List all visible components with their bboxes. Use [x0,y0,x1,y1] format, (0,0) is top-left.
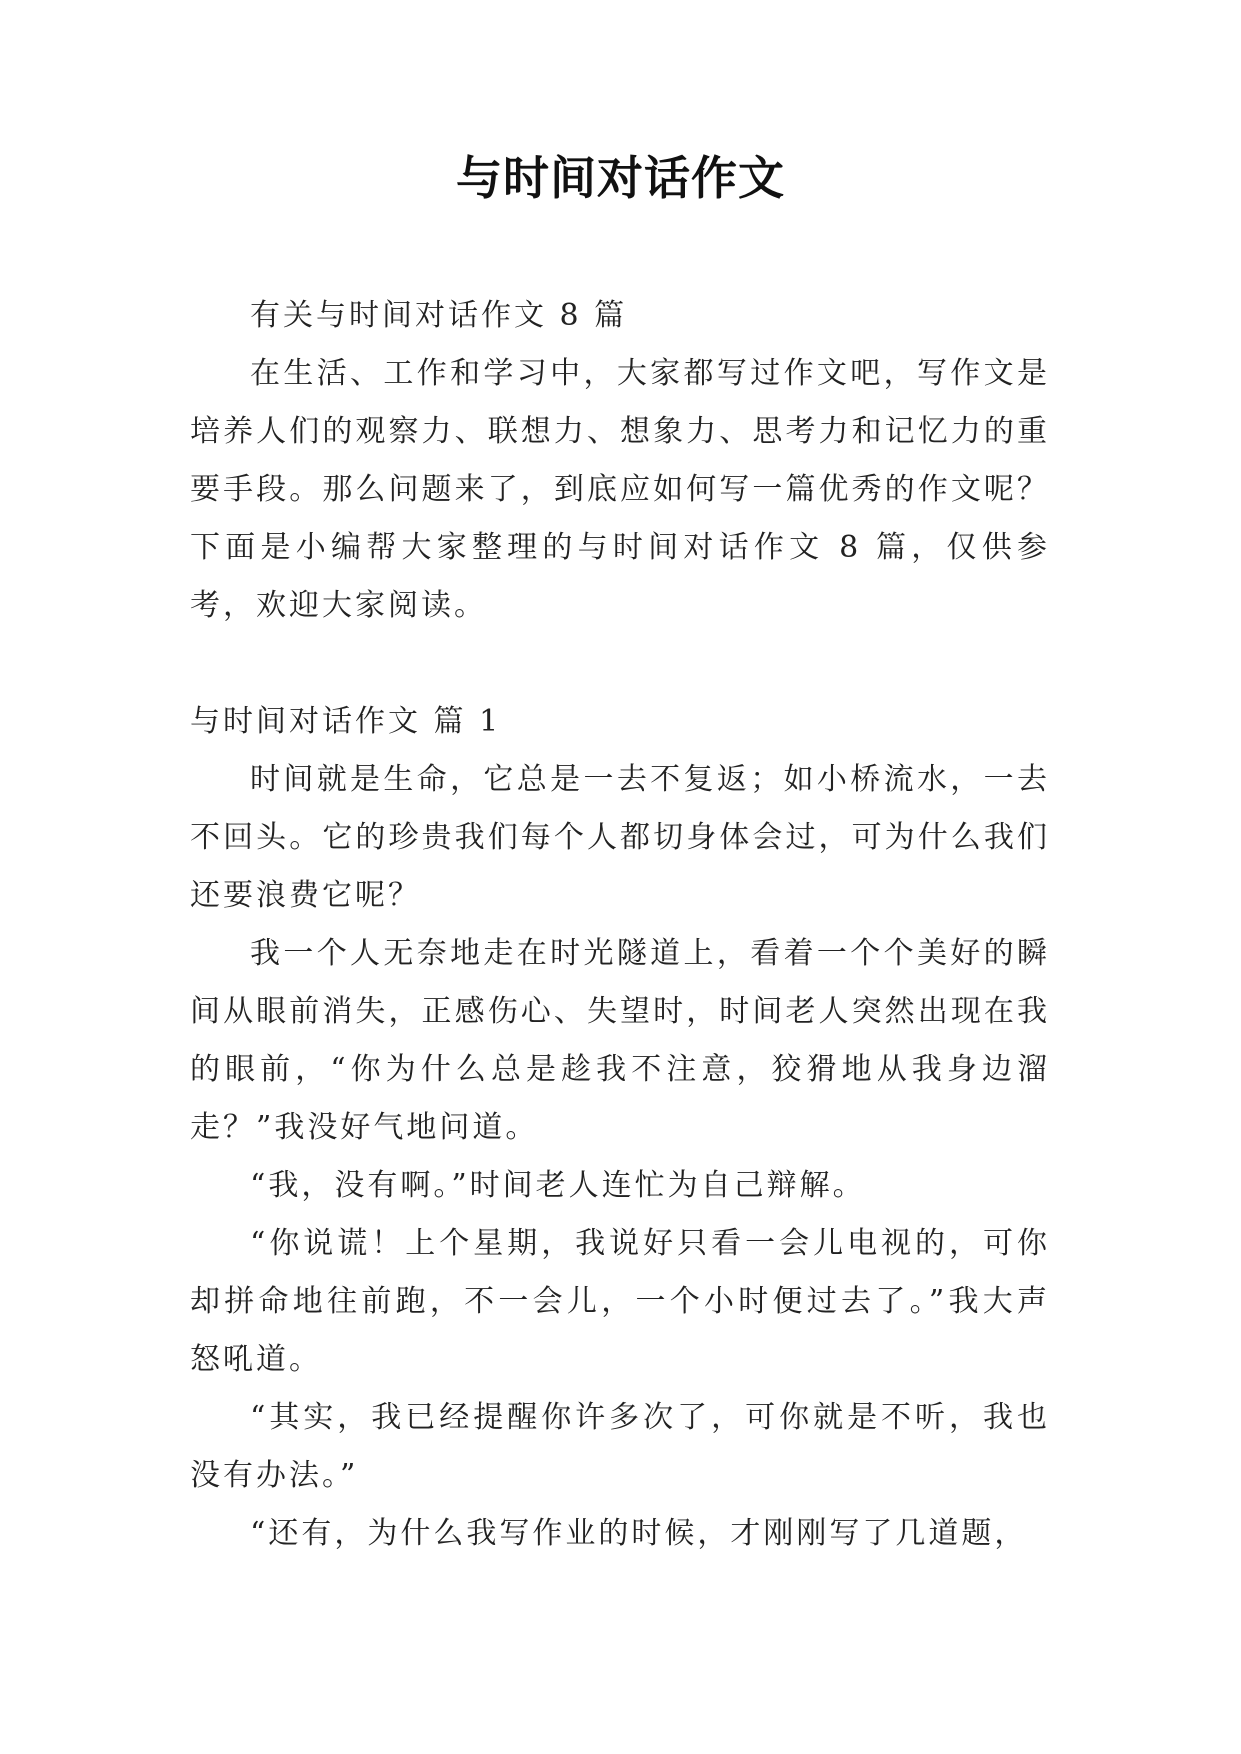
body-paragraph: 时间就是生命，它总是一去不复返；如小桥流水，一去不回头。它的珍贵我们每个人都切身体会过，可为什么我们还要浪费它呢？ [190,762,1050,913]
body-paragraph: “你说谎！上个星期，我说好只看一会儿电视的，可你却拼命地往前跑，不一会儿，一个小时便过去了。”我大声怒吼道。 [190,1226,1050,1377]
body-paragraph: “我，没有啊。”时间老人连忙为自己辩解。 [250,1168,866,1203]
document-title: 与时间对话作文 [456,151,785,205]
document-body [190,287,1050,1563]
section-heading: 与时间对话作文 篇 1 [190,704,502,739]
body-paragraph: “还有，为什么我写作业的时候，才刚刚写了几道题， [250,1516,1028,1551]
document-subtitle: 有关与时间对话作文 8 篇 [250,298,628,333]
intro-paragraph: 在生活、工作和学习中，大家都写过作文吧，写作文是培养人们的观察力、联想力、想象力、思考力和记忆力的重要手段。那么问题来了，到底应如何写一篇优秀的作文呢？下面是小编帮大家整理的与时间对话作文 8 篇，仅供参考，欢迎大家阅读。 [190,356,1050,623]
body-paragraph: 我一个人无奈地走在时光隧道上，看着一个个美好的瞬间从眼前消失，正感伤心、失望时，时间老人突然出现在我的眼前，“你为什么总是趁我不注意，狡猾地从我身边溜走？”我没好气地问道。 [190,936,1050,1145]
body-paragraph: “其实，我已经提醒你许多次了，可你就是不听，我也没有办法。” [190,1400,1050,1493]
